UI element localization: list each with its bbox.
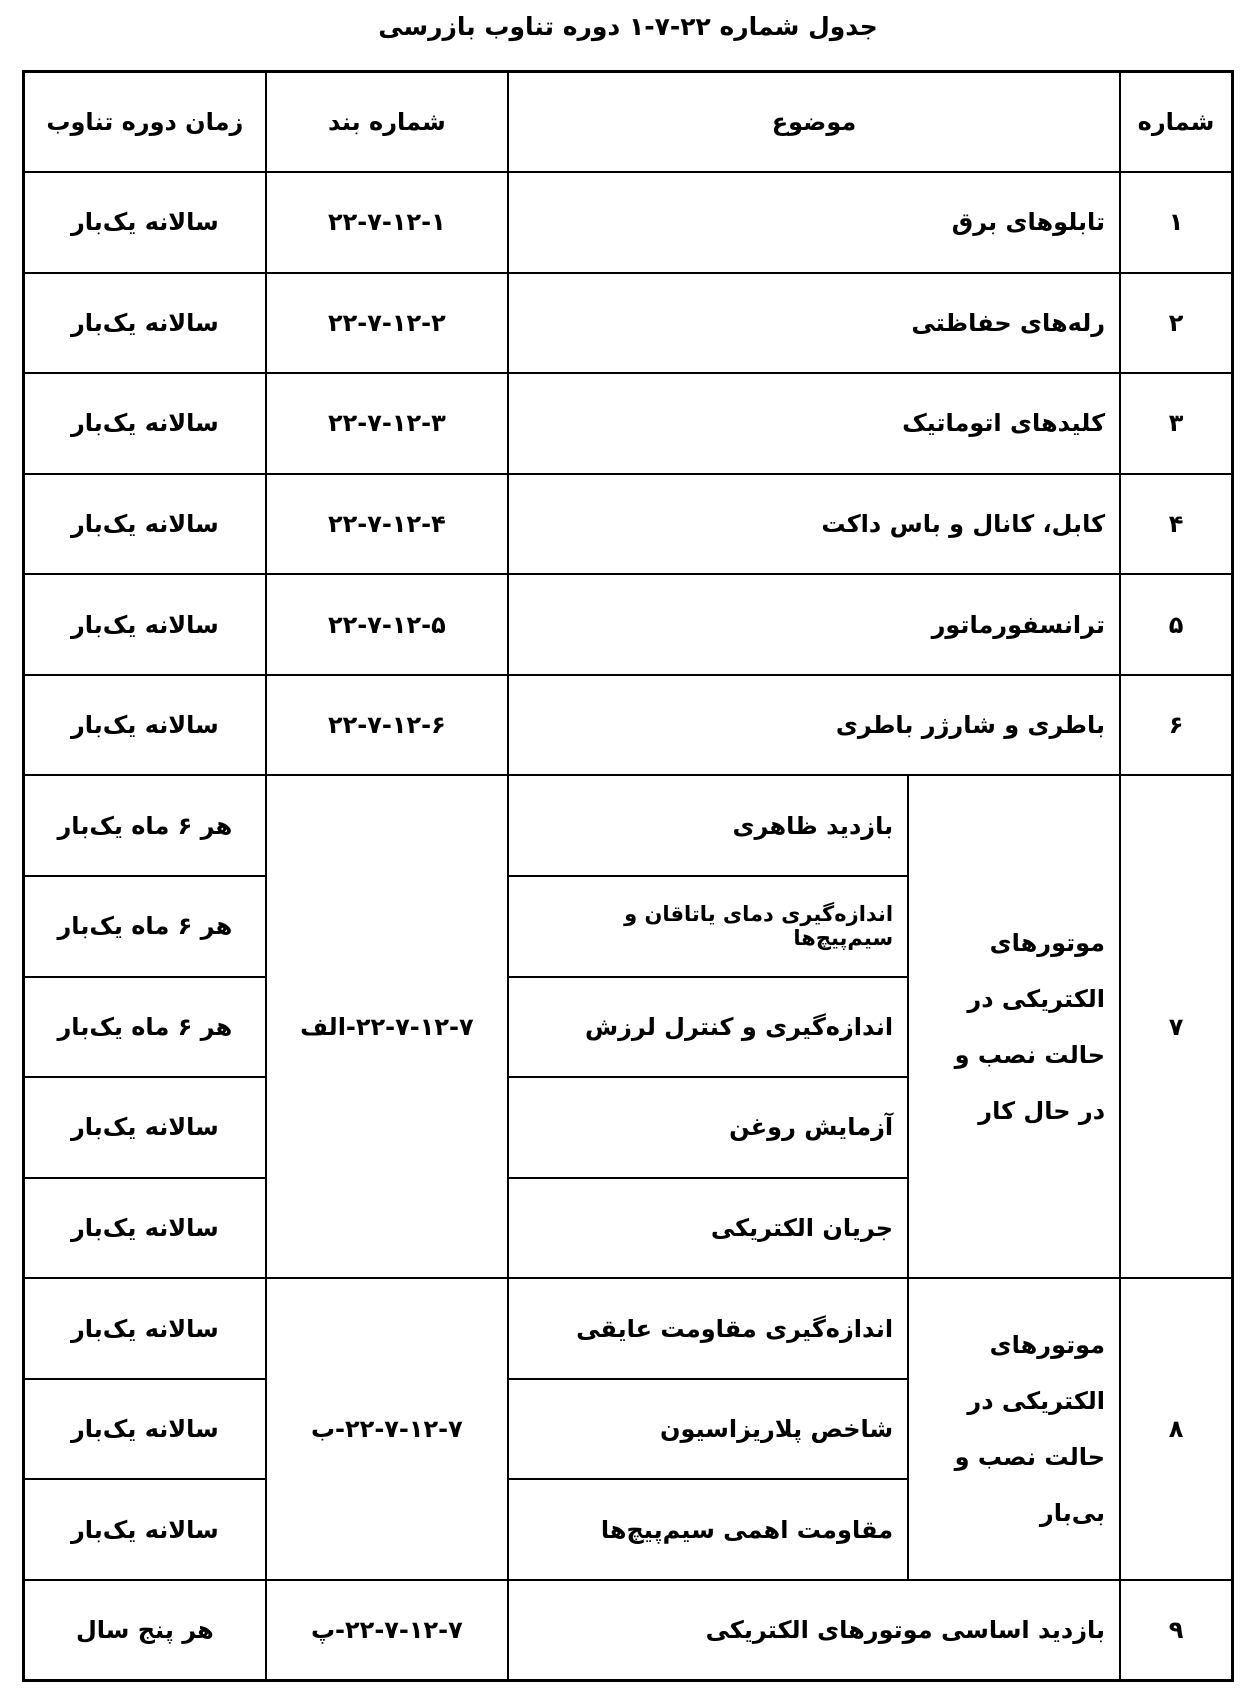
row-number: ۶ [1120, 675, 1232, 776]
header-period: زمان دوره تناوب [24, 72, 266, 173]
group7-clause: ۲۲-۷-۱۲-۷-الف [266, 775, 508, 1278]
header-row [24, 72, 1233, 173]
group7-sub-item: آزمایش روغن [508, 1077, 908, 1178]
table-row [24, 775, 1233, 876]
group8-sub-item: اندازه‌گیری مقاومت عایقی [508, 1278, 908, 1379]
group7-sub-item: اندازه‌گیری و کنترل لرزش [508, 977, 908, 1078]
header-subject: موضوع [508, 72, 1120, 173]
row-clause: ۲۲-۷-۱۲-۱ [266, 172, 508, 273]
row-number: ۴ [1120, 474, 1232, 575]
header-clause: شماره بند [266, 72, 508, 173]
header-number: شماره [1120, 72, 1232, 173]
table-row [24, 474, 1233, 575]
row-subject: رله‌های حفاظتی [508, 273, 1120, 374]
group8-sub-item: مقاومت اهمی سیم‌پیچ‌ها [508, 1479, 908, 1580]
row-period: سالانه یک‌بار [24, 574, 266, 675]
row-clause: ۲۲-۷-۱۲-۵ [266, 574, 508, 675]
row9-subject: بازدید اساسی موتورهای الکتریکی [508, 1580, 1120, 1681]
group8-period: سالانه یک‌بار [24, 1379, 266, 1480]
group7-period: هر ۶ ماه یک‌بار [24, 977, 266, 1078]
group7-sub-item: اندازه‌گیری دمای یاتاقان و سیم‌پیچ‌ها [508, 876, 908, 977]
table-row [24, 675, 1233, 776]
row9-clause: ۲۲-۷-۱۲-۷-پ [266, 1580, 508, 1681]
group7-period: سالانه یک‌بار [24, 1077, 266, 1178]
row-clause: ۲۲-۷-۱۲-۲ [266, 273, 508, 374]
group8-subject: موتورهای الکتریکی در حالت نصب و بی‌بار [908, 1278, 1120, 1580]
row-clause: ۲۲-۷-۱۲-۶ [266, 675, 508, 776]
group7-period: هر ۶ ماه یک‌بار [24, 876, 266, 977]
row-period: سالانه یک‌بار [24, 172, 266, 273]
inspection-period-table [22, 70, 1234, 1682]
row-number: ۵ [1120, 574, 1232, 675]
group8-period: سالانه یک‌بار [24, 1278, 266, 1379]
table-title: جدول شماره ۲۲-۷-۱ دوره تناوب بازرسی [378, 12, 878, 41]
table-row [24, 273, 1233, 374]
row-period: سالانه یک‌بار [24, 474, 266, 575]
group7-sub-item: بازدید ظاهری [508, 775, 908, 876]
row-period: سالانه یک‌بار [24, 675, 266, 776]
row-subject: تابلوهای برق [508, 172, 1120, 273]
group8-period: سالانه یک‌بار [24, 1479, 266, 1580]
group7-subject: موتورهای الکتریکی در حالت نصب و در حال کار [908, 775, 1120, 1278]
row-number: ۳ [1120, 373, 1232, 474]
table-row [24, 1278, 1233, 1379]
group7-period: سالانه یک‌بار [24, 1178, 266, 1279]
table-row [24, 373, 1233, 474]
row-clause: ۲۲-۷-۱۲-۴ [266, 474, 508, 575]
row-number: ۲ [1120, 273, 1232, 374]
row-subject: کابل، کانال و باس داکت [508, 474, 1120, 575]
row-number: ۱ [1120, 172, 1232, 273]
row9-number: ۹ [1120, 1580, 1232, 1681]
table-row [24, 1580, 1233, 1681]
row-period: سالانه یک‌بار [24, 273, 266, 374]
row9-period: هر پنج سال [24, 1580, 266, 1681]
table-row [24, 574, 1233, 675]
row-clause: ۲۲-۷-۱۲-۳ [266, 373, 508, 474]
row-subject: کلیدهای اتوماتیک [508, 373, 1120, 474]
group7-period: هر ۶ ماه یک‌بار [24, 775, 266, 876]
group8-number: ۸ [1120, 1278, 1232, 1580]
row-period: سالانه یک‌بار [24, 373, 266, 474]
group8-sub-item: شاخص پلاریزاسیون [508, 1379, 908, 1480]
row-subject: ترانسفورماتور [508, 574, 1120, 675]
group7-sub-item: جریان الکتریکی [508, 1178, 908, 1279]
group7-number: ۷ [1120, 775, 1232, 1278]
row-subject: باطری و شارژر باطری [508, 675, 1120, 776]
group8-clause: ۲۲-۷-۱۲-۷-ب [266, 1278, 508, 1580]
table-row [24, 172, 1233, 273]
